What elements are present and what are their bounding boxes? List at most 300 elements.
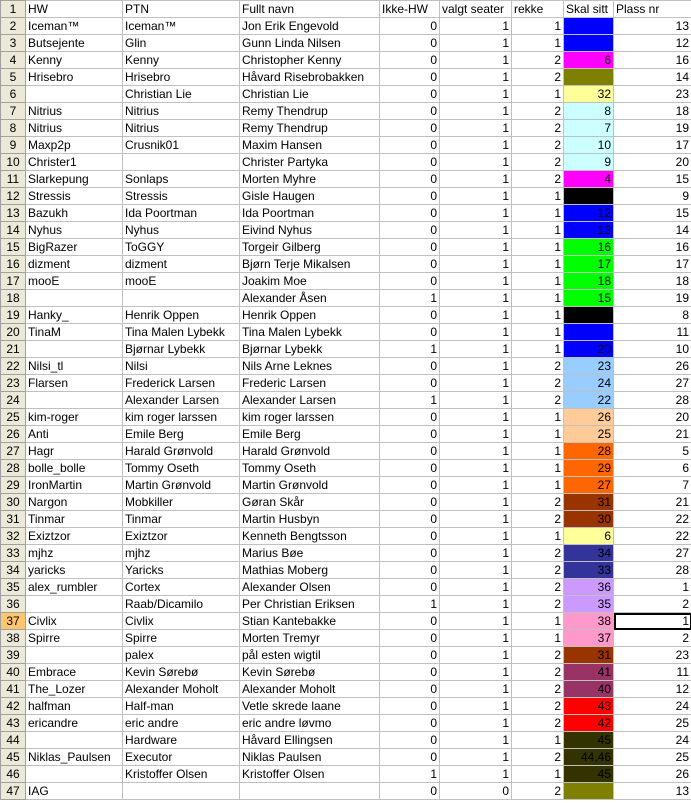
cell-full-name[interactable]: Alexander Åsen: [240, 290, 380, 307]
row-header[interactable]: 37: [1, 613, 26, 630]
cell-hw[interactable]: bolle_bolle: [26, 460, 123, 477]
cell-hw[interactable]: IronMartin: [26, 477, 123, 494]
cell-ptn[interactable]: Bjørnar Lybekk: [123, 341, 240, 358]
cell-ikke-hw[interactable]: 0: [380, 409, 440, 426]
cell-skal-sitt[interactable]: 10: [564, 137, 614, 154]
cell-plass-nr[interactable]: 13: [614, 783, 691, 800]
cell-valgt-seater[interactable]: 1: [440, 766, 512, 783]
cell-skal-sitt[interactable]: 44,46: [564, 749, 614, 766]
row-header[interactable]: 23: [1, 375, 26, 392]
cell-plass-nr[interactable]: 8: [614, 307, 691, 324]
cell-ikke-hw[interactable]: 1: [380, 766, 440, 783]
row-header[interactable]: 39: [1, 647, 26, 664]
cell-rekke[interactable]: 1: [512, 324, 564, 341]
cell-ikke-hw[interactable]: 1: [380, 290, 440, 307]
cell-plass-nr[interactable]: 28: [614, 562, 691, 579]
cell-valgt-seater[interactable]: 1: [440, 715, 512, 732]
cell-plass-nr[interactable]: 1: [614, 613, 691, 630]
cell-skal-sitt[interactable]: 23: [564, 358, 614, 375]
column-header-skal-sitt[interactable]: Skal sitt: [564, 1, 614, 18]
cell-valgt-seater[interactable]: 1: [440, 171, 512, 188]
cell-hw[interactable]: Butsejente: [26, 35, 123, 52]
cell-skal-sitt[interactable]: 31: [564, 494, 614, 511]
cell-full-name[interactable]: Nils Arne Leknes: [240, 358, 380, 375]
cell-hw[interactable]: Embrace: [26, 664, 123, 681]
cell-skal-sitt[interactable]: 32: [564, 86, 614, 103]
cell-rekke[interactable]: 2: [512, 783, 564, 800]
cell-ptn[interactable]: [123, 783, 240, 800]
cell-rekke[interactable]: 2: [512, 154, 564, 171]
cell-ikke-hw[interactable]: 0: [380, 562, 440, 579]
cell-hw[interactable]: Maxp2p: [26, 137, 123, 154]
cell-rekke[interactable]: 1: [512, 35, 564, 52]
cell-plass-nr[interactable]: 21: [614, 494, 691, 511]
cell-ptn[interactable]: Mobkiller: [123, 494, 240, 511]
cell-skal-sitt[interactable]: 28: [564, 443, 614, 460]
cell-rekke[interactable]: 1: [512, 239, 564, 256]
cell-full-name[interactable]: Christian Lie: [240, 86, 380, 103]
cell-plass-nr[interactable]: 24: [614, 732, 691, 749]
cell-hw[interactable]: Nargon: [26, 494, 123, 511]
cell-hw[interactable]: [26, 86, 123, 103]
cell-full-name[interactable]: Alexander Larsen: [240, 392, 380, 409]
cell-skal-sitt[interactable]: [564, 35, 614, 52]
cell-hw[interactable]: [26, 596, 123, 613]
cell-valgt-seater[interactable]: 1: [440, 35, 512, 52]
cell-ptn[interactable]: Exiztzor: [123, 528, 240, 545]
cell-rekke[interactable]: 1: [512, 341, 564, 358]
cell-hw[interactable]: halfman: [26, 698, 123, 715]
row-header[interactable]: 42: [1, 698, 26, 715]
cell-ikke-hw[interactable]: 0: [380, 188, 440, 205]
cell-plass-nr[interactable]: 12: [614, 35, 691, 52]
cell-plass-nr[interactable]: 15: [614, 171, 691, 188]
cell-full-name[interactable]: Jon Erik Engevold: [240, 18, 380, 35]
cell-hw[interactable]: Kenny: [26, 52, 123, 69]
row-header[interactable]: 1: [1, 1, 26, 18]
cell-skal-sitt[interactable]: [564, 69, 614, 86]
cell-plass-nr[interactable]: 6: [614, 460, 691, 477]
row-header[interactable]: 30: [1, 494, 26, 511]
cell-rekke[interactable]: 1: [512, 290, 564, 307]
cell-valgt-seater[interactable]: 1: [440, 52, 512, 69]
cell-hw[interactable]: Civlix: [26, 613, 123, 630]
cell-valgt-seater[interactable]: 1: [440, 154, 512, 171]
cell-valgt-seater[interactable]: 1: [440, 579, 512, 596]
cell-ikke-hw[interactable]: 0: [380, 222, 440, 239]
cell-valgt-seater[interactable]: 1: [440, 18, 512, 35]
cell-ptn[interactable]: Alexander Larsen: [123, 392, 240, 409]
cell-valgt-seater[interactable]: 1: [440, 324, 512, 341]
cell-valgt-seater[interactable]: 1: [440, 392, 512, 409]
cell-hw[interactable]: TinaM: [26, 324, 123, 341]
cell-valgt-seater[interactable]: 1: [440, 290, 512, 307]
cell-full-name[interactable]: Kristoffer Olsen: [240, 766, 380, 783]
row-header[interactable]: 34: [1, 562, 26, 579]
cell-valgt-seater[interactable]: 1: [440, 749, 512, 766]
cell-skal-sitt[interactable]: [564, 307, 614, 324]
cell-ikke-hw[interactable]: 0: [380, 205, 440, 222]
cell-plass-nr[interactable]: 22: [614, 511, 691, 528]
cell-plass-nr[interactable]: 11: [614, 324, 691, 341]
cell-rekke[interactable]: 1: [512, 460, 564, 477]
cell-plass-nr[interactable]: 12: [614, 681, 691, 698]
cell-plass-nr[interactable]: 26: [614, 766, 691, 783]
cell-valgt-seater[interactable]: 1: [440, 375, 512, 392]
cell-hw[interactable]: Hagr: [26, 443, 123, 460]
cell-rekke[interactable]: 1: [512, 477, 564, 494]
row-header[interactable]: 28: [1, 460, 26, 477]
cell-rekke[interactable]: 1: [512, 613, 564, 630]
cell-valgt-seater[interactable]: 1: [440, 358, 512, 375]
cell-rekke[interactable]: 2: [512, 715, 564, 732]
cell-plass-nr[interactable]: 16: [614, 239, 691, 256]
cell-full-name[interactable]: Gisle Haugen: [240, 188, 380, 205]
cell-rekke[interactable]: 2: [512, 664, 564, 681]
cell-full-name[interactable]: Per Christian Eriksen: [240, 596, 380, 613]
cell-hw[interactable]: kim-roger: [26, 409, 123, 426]
cell-skal-sitt[interactable]: 8: [564, 103, 614, 120]
cell-rekke[interactable]: 2: [512, 511, 564, 528]
row-header[interactable]: 40: [1, 664, 26, 681]
cell-ikke-hw[interactable]: 0: [380, 69, 440, 86]
cell-valgt-seater[interactable]: 1: [440, 409, 512, 426]
row-header[interactable]: 12: [1, 188, 26, 205]
cell-valgt-seater[interactable]: 1: [440, 613, 512, 630]
row-header[interactable]: 11: [1, 171, 26, 188]
cell-ikke-hw[interactable]: 0: [380, 443, 440, 460]
cell-hw[interactable]: [26, 766, 123, 783]
cell-ptn[interactable]: Sonlaps: [123, 171, 240, 188]
cell-full-name[interactable]: Tina Malen Lybekk: [240, 324, 380, 341]
cell-skal-sitt[interactable]: 35: [564, 596, 614, 613]
cell-skal-sitt[interactable]: 24: [564, 375, 614, 392]
cell-plass-nr[interactable]: 14: [614, 222, 691, 239]
cell-ikke-hw[interactable]: 1: [380, 392, 440, 409]
cell-hw[interactable]: yaricks: [26, 562, 123, 579]
cell-full-name[interactable]: Tommy Oseth: [240, 460, 380, 477]
cell-ptn[interactable]: Kenny: [123, 52, 240, 69]
cell-hw[interactable]: Iceman™: [26, 18, 123, 35]
cell-plass-nr[interactable]: 27: [614, 545, 691, 562]
cell-skal-sitt[interactable]: 26: [564, 409, 614, 426]
cell-plass-nr[interactable]: 5: [614, 443, 691, 460]
cell-ikke-hw[interactable]: 0: [380, 732, 440, 749]
cell-ptn[interactable]: ToGGY: [123, 239, 240, 256]
cell-ikke-hw[interactable]: 0: [380, 647, 440, 664]
cell-hw[interactable]: Nitrius: [26, 103, 123, 120]
row-header[interactable]: 5: [1, 69, 26, 86]
cell-ptn[interactable]: Frederick Larsen: [123, 375, 240, 392]
cell-hw[interactable]: [26, 341, 123, 358]
cell-hw[interactable]: Slarkepung: [26, 171, 123, 188]
cell-ikke-hw[interactable]: 1: [380, 341, 440, 358]
cell-rekke[interactable]: 2: [512, 698, 564, 715]
row-header[interactable]: 17: [1, 273, 26, 290]
cell-ikke-hw[interactable]: 0: [380, 120, 440, 137]
cell-hw[interactable]: Anti: [26, 426, 123, 443]
cell-full-name[interactable]: Kevin Sørebø: [240, 664, 380, 681]
cell-rekke[interactable]: 2: [512, 52, 564, 69]
row-header[interactable]: 2: [1, 18, 26, 35]
cell-valgt-seater[interactable]: 1: [440, 664, 512, 681]
cell-ptn[interactable]: [123, 290, 240, 307]
cell-hw[interactable]: Christer1: [26, 154, 123, 171]
cell-full-name[interactable]: Niklas Paulsen: [240, 749, 380, 766]
cell-ikke-hw[interactable]: 0: [380, 103, 440, 120]
cell-rekke[interactable]: 2: [512, 358, 564, 375]
cell-skal-sitt[interactable]: 12: [564, 205, 614, 222]
cell-ikke-hw[interactable]: 0: [380, 545, 440, 562]
cell-ptn[interactable]: kim roger larssen: [123, 409, 240, 426]
cell-rekke[interactable]: 2: [512, 375, 564, 392]
cell-plass-nr[interactable]: 28: [614, 392, 691, 409]
row-header[interactable]: 19: [1, 307, 26, 324]
cell-rekke[interactable]: 1: [512, 188, 564, 205]
row-header[interactable]: 6: [1, 86, 26, 103]
cell-full-name[interactable]: Ida Poortman: [240, 205, 380, 222]
cell-valgt-seater[interactable]: 1: [440, 256, 512, 273]
cell-full-name[interactable]: pål esten wigtil: [240, 647, 380, 664]
cell-ptn[interactable]: [123, 154, 240, 171]
cell-valgt-seater[interactable]: 1: [440, 426, 512, 443]
cell-ptn[interactable]: Emile Berg: [123, 426, 240, 443]
cell-ikke-hw[interactable]: 0: [380, 630, 440, 647]
cell-ptn[interactable]: Alexander Moholt: [123, 681, 240, 698]
cell-ikke-hw[interactable]: 0: [380, 698, 440, 715]
cell-hw[interactable]: Tinmar: [26, 511, 123, 528]
cell-skal-sitt[interactable]: 37: [564, 630, 614, 647]
cell-skal-sitt[interactable]: 34: [564, 545, 614, 562]
cell-full-name[interactable]: eric andre løvmo: [240, 715, 380, 732]
cell-plass-nr[interactable]: 25: [614, 749, 691, 766]
cell-valgt-seater[interactable]: 1: [440, 596, 512, 613]
row-header[interactable]: 21: [1, 341, 26, 358]
cell-plass-nr[interactable]: 19: [614, 120, 691, 137]
cell-plass-nr[interactable]: 25: [614, 715, 691, 732]
cell-hw[interactable]: Bazukh: [26, 205, 123, 222]
cell-skal-sitt[interactable]: 36: [564, 579, 614, 596]
cell-plass-nr[interactable]: 22: [614, 528, 691, 545]
row-header[interactable]: 36: [1, 596, 26, 613]
cell-rekke[interactable]: 2: [512, 545, 564, 562]
cell-plass-nr[interactable]: 13: [614, 18, 691, 35]
cell-valgt-seater[interactable]: 1: [440, 103, 512, 120]
row-header[interactable]: 46: [1, 766, 26, 783]
row-header[interactable]: 41: [1, 681, 26, 698]
cell-full-name[interactable]: Håvard Ellingsen: [240, 732, 380, 749]
row-header[interactable]: 18: [1, 290, 26, 307]
cell-plass-nr[interactable]: 2: [614, 630, 691, 647]
row-header[interactable]: 31: [1, 511, 26, 528]
cell-ptn[interactable]: Christian Lie: [123, 86, 240, 103]
cell-rekke[interactable]: 2: [512, 494, 564, 511]
cell-skal-sitt[interactable]: 42: [564, 715, 614, 732]
cell-skal-sitt[interactable]: [564, 783, 614, 800]
cell-hw[interactable]: Stressis: [26, 188, 123, 205]
cell-plass-nr[interactable]: 14: [614, 69, 691, 86]
cell-ikke-hw[interactable]: 0: [380, 460, 440, 477]
cell-ikke-hw[interactable]: 0: [380, 749, 440, 766]
cell-ptn[interactable]: Half-man: [123, 698, 240, 715]
cell-skal-sitt[interactable]: 29: [564, 460, 614, 477]
cell-skal-sitt[interactable]: 41: [564, 664, 614, 681]
cell-plass-nr[interactable]: 20: [614, 409, 691, 426]
cell-ikke-hw[interactable]: 0: [380, 273, 440, 290]
cell-rekke[interactable]: 2: [512, 647, 564, 664]
cell-skal-sitt[interactable]: 40: [564, 681, 614, 698]
cell-ptn[interactable]: Raab/Dicamilo: [123, 596, 240, 613]
cell-hw[interactable]: Nilsi_tl: [26, 358, 123, 375]
column-header-hw[interactable]: HW: [26, 1, 123, 18]
cell-hw[interactable]: Spirre: [26, 630, 123, 647]
cell-skal-sitt[interactable]: 45: [564, 732, 614, 749]
cell-rekke[interactable]: 2: [512, 171, 564, 188]
cell-ikke-hw[interactable]: 0: [380, 511, 440, 528]
row-header[interactable]: 16: [1, 256, 26, 273]
cell-skal-sitt[interactable]: 18: [564, 273, 614, 290]
row-header[interactable]: 7: [1, 103, 26, 120]
cell-skal-sitt[interactable]: 20: [564, 341, 614, 358]
cell-rekke[interactable]: 1: [512, 426, 564, 443]
cell-plass-nr[interactable]: 23: [614, 86, 691, 103]
cell-full-name[interactable]: Christopher Kenny: [240, 52, 380, 69]
cell-ikke-hw[interactable]: 0: [380, 324, 440, 341]
cell-rekke[interactable]: 1: [512, 732, 564, 749]
cell-valgt-seater[interactable]: 1: [440, 307, 512, 324]
cell-ptn[interactable]: Hardware: [123, 732, 240, 749]
cell-rekke[interactable]: 1: [512, 256, 564, 273]
cell-ikke-hw[interactable]: 0: [380, 307, 440, 324]
cell-ikke-hw[interactable]: 0: [380, 664, 440, 681]
cell-ikke-hw[interactable]: 0: [380, 494, 440, 511]
column-header-full-name[interactable]: Fullt navn: [240, 1, 380, 18]
cell-full-name[interactable]: Alexander Moholt: [240, 681, 380, 698]
cell-full-name[interactable]: Emile Berg: [240, 426, 380, 443]
cell-hw[interactable]: mooE: [26, 273, 123, 290]
row-header[interactable]: 22: [1, 358, 26, 375]
row-header[interactable]: 14: [1, 222, 26, 239]
cell-valgt-seater[interactable]: 1: [440, 698, 512, 715]
cell-skal-sitt[interactable]: 22: [564, 392, 614, 409]
cell-ikke-hw[interactable]: 0: [380, 783, 440, 800]
cell-skal-sitt[interactable]: 30: [564, 511, 614, 528]
column-header-rekke[interactable]: rekke: [512, 1, 564, 18]
cell-valgt-seater[interactable]: 1: [440, 86, 512, 103]
cell-valgt-seater[interactable]: 1: [440, 630, 512, 647]
cell-plass-nr[interactable]: 17: [614, 137, 691, 154]
cell-ptn[interactable]: Nitrius: [123, 120, 240, 137]
cell-plass-nr[interactable]: 26: [614, 358, 691, 375]
cell-full-name[interactable]: Martin Grønvold: [240, 477, 380, 494]
column-header-plass-nr[interactable]: Plass nr: [614, 1, 691, 18]
cell-valgt-seater[interactable]: 1: [440, 545, 512, 562]
cell-ptn[interactable]: Iceman™: [123, 18, 240, 35]
cell-full-name[interactable]: Kenneth Bengtsson: [240, 528, 380, 545]
cell-hw[interactable]: The_Lozer: [26, 681, 123, 698]
cell-ptn[interactable]: Cortex: [123, 579, 240, 596]
cell-rekke[interactable]: 1: [512, 443, 564, 460]
cell-ptn[interactable]: Executor: [123, 749, 240, 766]
row-header[interactable]: 13: [1, 205, 26, 222]
cell-valgt-seater[interactable]: 1: [440, 188, 512, 205]
cell-full-name[interactable]: Morten Myhre: [240, 171, 380, 188]
cell-full-name[interactable]: Gøran Skår: [240, 494, 380, 511]
cell-ikke-hw[interactable]: 0: [380, 86, 440, 103]
cell-plass-nr[interactable]: 7: [614, 477, 691, 494]
cell-valgt-seater[interactable]: 1: [440, 239, 512, 256]
cell-full-name[interactable]: Eivind Nyhus: [240, 222, 380, 239]
cell-valgt-seater[interactable]: 1: [440, 341, 512, 358]
cell-ikke-hw[interactable]: 0: [380, 358, 440, 375]
cell-full-name[interactable]: Stian Kantebakke: [240, 613, 380, 630]
cell-ikke-hw[interactable]: 0: [380, 579, 440, 596]
cell-rekke[interactable]: 1: [512, 222, 564, 239]
cell-ikke-hw[interactable]: 0: [380, 239, 440, 256]
cell-valgt-seater[interactable]: 1: [440, 443, 512, 460]
cell-skal-sitt[interactable]: 7: [564, 120, 614, 137]
row-header[interactable]: 29: [1, 477, 26, 494]
cell-hw[interactable]: alex_rumbler: [26, 579, 123, 596]
cell-skal-sitt[interactable]: 31: [564, 647, 614, 664]
cell-full-name[interactable]: Maxim Hansen: [240, 137, 380, 154]
row-header[interactable]: 43: [1, 715, 26, 732]
row-header[interactable]: 32: [1, 528, 26, 545]
cell-hw[interactable]: Flarsen: [26, 375, 123, 392]
cell-ptn[interactable]: Spirre: [123, 630, 240, 647]
cell-skal-sitt[interactable]: 15: [564, 290, 614, 307]
row-header[interactable]: 24: [1, 392, 26, 409]
cell-ikke-hw[interactable]: 0: [380, 375, 440, 392]
cell-hw[interactable]: [26, 647, 123, 664]
cell-valgt-seater[interactable]: 1: [440, 681, 512, 698]
cell-ptn[interactable]: Crusnik01: [123, 137, 240, 154]
cell-ptn[interactable]: Hrisebro: [123, 69, 240, 86]
cell-ptn[interactable]: eric andre: [123, 715, 240, 732]
cell-rekke[interactable]: 1: [512, 409, 564, 426]
cell-hw[interactable]: [26, 732, 123, 749]
cell-skal-sitt[interactable]: 13: [564, 222, 614, 239]
cell-skal-sitt[interactable]: 6: [564, 52, 614, 69]
cell-hw[interactable]: [26, 290, 123, 307]
cell-ptn[interactable]: Martin Grønvold: [123, 477, 240, 494]
cell-valgt-seater[interactable]: 1: [440, 528, 512, 545]
cell-hw[interactable]: Hanky_: [26, 307, 123, 324]
cell-full-name[interactable]: Vetle skrede laane: [240, 698, 380, 715]
row-header[interactable]: 15: [1, 239, 26, 256]
cell-skal-sitt[interactable]: 6: [564, 528, 614, 545]
cell-plass-nr[interactable]: 18: [614, 273, 691, 290]
cell-rekke[interactable]: 2: [512, 562, 564, 579]
cell-valgt-seater[interactable]: 1: [440, 477, 512, 494]
cell-plass-nr[interactable]: 19: [614, 290, 691, 307]
cell-full-name[interactable]: Christer Partyka: [240, 154, 380, 171]
cell-skal-sitt[interactable]: 4: [564, 171, 614, 188]
cell-hw[interactable]: [26, 392, 123, 409]
row-header[interactable]: 20: [1, 324, 26, 341]
cell-hw[interactable]: IAG: [26, 783, 123, 800]
cell-ikke-hw[interactable]: 0: [380, 18, 440, 35]
cell-ptn[interactable]: Glin: [123, 35, 240, 52]
cell-valgt-seater[interactable]: 1: [440, 511, 512, 528]
cell-valgt-seater[interactable]: 1: [440, 732, 512, 749]
cell-plass-nr[interactable]: 21: [614, 426, 691, 443]
cell-ptn[interactable]: Tommy Oseth: [123, 460, 240, 477]
cell-skal-sitt[interactable]: 45: [564, 766, 614, 783]
cell-rekke[interactable]: 2: [512, 749, 564, 766]
cell-ikke-hw[interactable]: 0: [380, 528, 440, 545]
cell-ptn[interactable]: Harald Grønvold: [123, 443, 240, 460]
